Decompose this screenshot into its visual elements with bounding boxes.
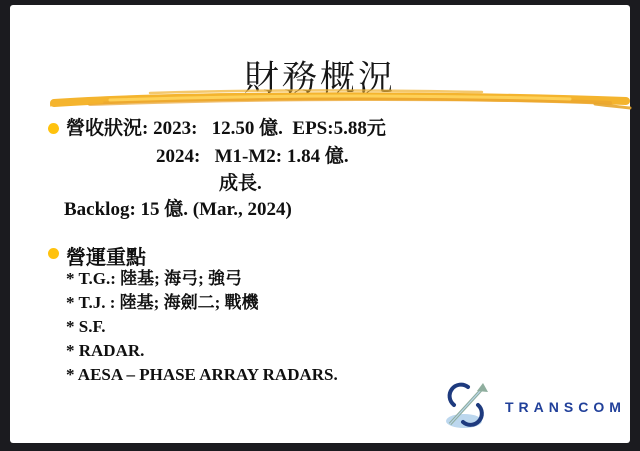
operations-item-tj: * T.J. : 陸基; 海劍二; 戰機 xyxy=(66,293,259,312)
bullet-dot-icon xyxy=(48,248,59,259)
revenue-2024-line: 2024: M1-M2: 1.84 億. xyxy=(156,146,349,167)
operations-item-radar: * RADAR. xyxy=(66,341,145,360)
operations-list xyxy=(66,267,338,387)
bullet-dot-icon xyxy=(48,123,59,134)
operations-heading: 營運重點 xyxy=(66,247,146,269)
transcom-logo-text: TRANSCOM xyxy=(505,399,626,415)
transcom-logo-icon xyxy=(443,381,497,431)
presentation-slide xyxy=(10,5,630,443)
slide-title: 財務概況 xyxy=(243,59,396,98)
operations-item-tg: * T.G.: 陸基; 海弓; 強弓 xyxy=(66,269,242,288)
transcom-logo xyxy=(443,379,626,433)
brush-stroke-underline-icon xyxy=(50,86,632,114)
backlog-line: Backlog: 15 億. (Mar., 2024) xyxy=(64,199,292,220)
operations-item-sf: * S.F. xyxy=(66,317,106,336)
revenue-growth-line: 成長. xyxy=(219,173,262,194)
revenue-status-line: 營收狀況: 2023: 12.50 億. EPS:5.88元 xyxy=(66,118,386,139)
operations-item-aesa: * AESA – PHASE ARRAY RADARS. xyxy=(66,365,338,384)
